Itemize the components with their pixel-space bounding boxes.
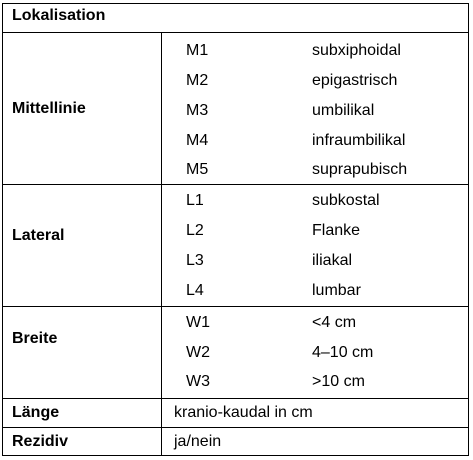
code-m3: M3 bbox=[186, 102, 209, 119]
code-w2: W2 bbox=[186, 344, 210, 361]
desc-l1: subkostal bbox=[312, 192, 380, 209]
desc-m2: epigastrisch bbox=[312, 72, 398, 89]
desc-w1: <4 cm bbox=[312, 314, 357, 331]
group-label-breite: Breite bbox=[12, 330, 58, 347]
desc-m5: suprapubisch bbox=[312, 161, 408, 178]
divider-column bbox=[161, 32, 162, 455]
divider-lateral bbox=[3, 306, 468, 307]
desc-l3: iliakal bbox=[312, 252, 353, 269]
divider-mittellinie bbox=[3, 184, 468, 185]
desc-m3: umbilikal bbox=[312, 102, 375, 119]
divider-breite bbox=[3, 398, 468, 399]
desc-w3: >10 cm bbox=[312, 373, 365, 390]
divider-laenge bbox=[3, 427, 468, 428]
desc-m1: subxiphoidal bbox=[312, 42, 401, 59]
desc-m4: infraumbilikal bbox=[312, 132, 406, 149]
code-l2: L2 bbox=[186, 222, 204, 239]
code-w3: W3 bbox=[186, 373, 210, 390]
group-label-mittellinie: Mittellinie bbox=[12, 100, 86, 117]
row-value-laenge: kranio-kaudal in cm bbox=[174, 404, 313, 421]
row-label-rezidiv: Rezidiv bbox=[12, 433, 69, 450]
divider-header bbox=[3, 32, 468, 33]
desc-w2: 4–10 cm bbox=[312, 344, 374, 361]
table-title: Lokalisation bbox=[12, 7, 106, 24]
classification-table bbox=[2, 3, 469, 456]
desc-l2: Flanke bbox=[312, 222, 361, 239]
code-m1: M1 bbox=[186, 42, 209, 59]
row-value-rezidiv: ja/nein bbox=[174, 433, 222, 450]
desc-l4: lumbar bbox=[312, 282, 361, 299]
code-l4: L4 bbox=[186, 282, 204, 299]
code-m4: M4 bbox=[186, 132, 209, 149]
code-l1: L1 bbox=[186, 192, 204, 209]
code-l3: L3 bbox=[186, 252, 204, 269]
code-w1: W1 bbox=[186, 314, 210, 331]
code-m5: M5 bbox=[186, 161, 209, 178]
code-m2: M2 bbox=[186, 72, 209, 89]
row-label-laenge: Länge bbox=[12, 404, 60, 421]
group-label-lateral: Lateral bbox=[12, 227, 65, 244]
